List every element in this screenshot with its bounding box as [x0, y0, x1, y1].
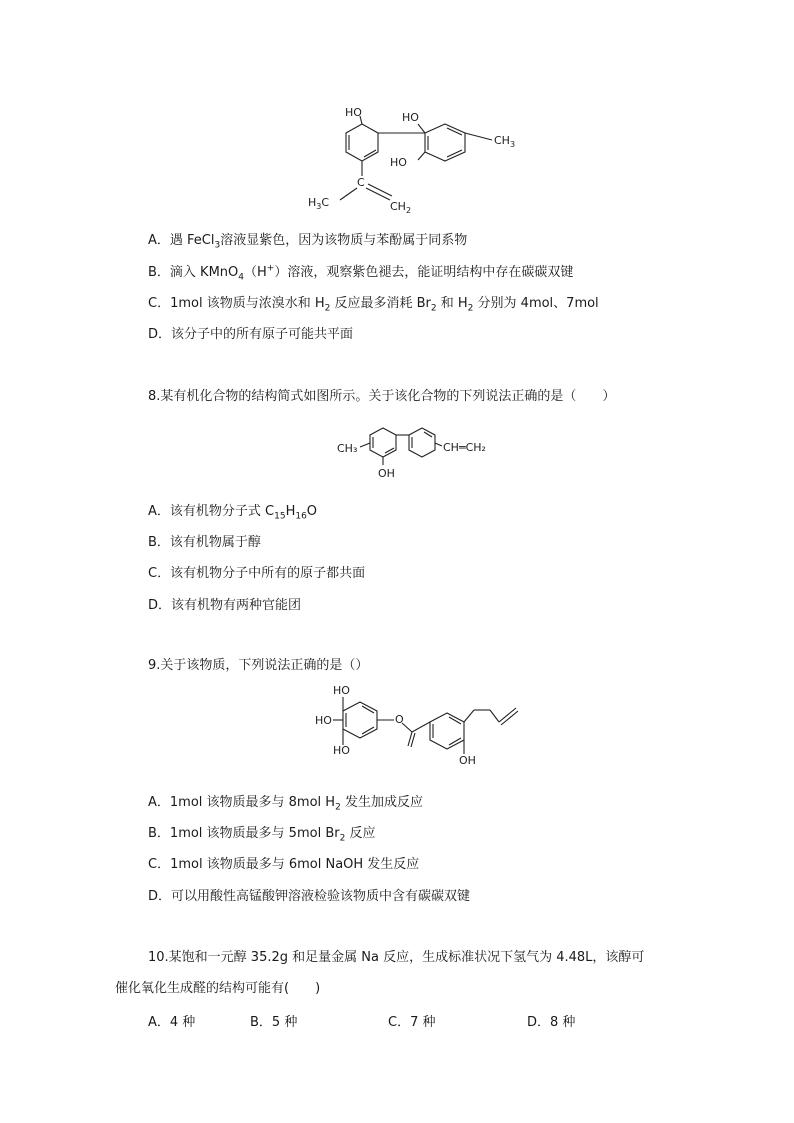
q10-option-d: D．8 种 — [527, 1015, 576, 1030]
q8-option-b: B．该有机物属于醇 — [148, 535, 261, 550]
q7-ch2-sub: 2 — [405, 206, 412, 215]
q8-ch-ch2: CH═CH₂ — [443, 441, 486, 454]
q10-option-b: B．5 种 — [250, 1015, 298, 1030]
q8-option-d: D．该有机物有两种官能团 — [148, 598, 302, 613]
q9-option-b: B．1mol 该物质最多与 5mol $Br_2$ 反应 — [148, 826, 376, 844]
q10-stem-line1: 10.某饱和一元醇 35.2g 和足量金属 Na 反应，生成标准状况下氢气为 4.48L，该醇可 — [148, 950, 645, 965]
q9-ho-1: HO — [333, 684, 350, 697]
q7-h3c-left: H — [308, 196, 317, 209]
q9-option-a: A．1mol 该物质最多与 8mol $H_2$ 发生加成反应 — [148, 795, 423, 813]
q8-oh: OH — [378, 467, 395, 480]
q7-ch3-right: CH — [494, 134, 510, 147]
q10-stem-line2: 催化氧化生成醛的结构可能有( ) — [115, 981, 321, 996]
q7-option-c: C．1mol 该物质与浓溴水和 $H_2$ 反应最多消耗 $Br_2$ 和 $H_2$ 分别为 4mol、7mol — [148, 296, 599, 314]
q9-oh: OH — [459, 754, 476, 767]
q7-h3c-left-sub: 3 — [316, 202, 322, 211]
q7-h3c-left-c: C — [321, 196, 330, 209]
q9-option-d: D．可以用酸性高锰酸钾溶液检验该物质中含有碳碳双键 — [148, 889, 471, 904]
q9-ho-2: HO — [315, 714, 332, 727]
q7-ho-top: HO — [345, 106, 362, 119]
q7-option-d: D．该分子中的所有原子可能共平面 — [148, 327, 354, 342]
q9-stem: 9.关于该物质，下列说法正确的是（） — [148, 658, 369, 673]
q7-ch3-right-sub: 3 — [509, 140, 516, 149]
q8-stem: 8.某有机化合物的结构简式如图所示。关于该化合物的下列说法正确的是（ ） — [148, 389, 616, 404]
q7-option-b: B．滴入 KMnO$_4$（H+）溶液，观察紫色褪去，能证明结构中存在碳碳双键 — [148, 263, 574, 283]
q8-option-c: C．该有机物分子中所有的原子都共面 — [148, 566, 366, 581]
q7-option-a: A．遇 FeCl$_3$溶液显紫色，因为该物质与苯酚属于同系物 — [148, 233, 468, 251]
q9-ho-3: HO — [333, 744, 350, 757]
q8-ch3: CH₃ — [337, 442, 358, 455]
q9-option-c: C．1mol 该物质最多与 6mol NaOH 发生反应 — [148, 857, 420, 872]
q7-ho-right-top: HO — [402, 111, 419, 124]
q8-option-a: A．该有机物分子式 $C_{15}H_{16}O$ — [148, 504, 318, 522]
q10-option-c: C．7 种 — [388, 1015, 436, 1030]
q7-ch2-label: CH — [390, 200, 406, 213]
q7-ho-right-bottom: HO — [390, 156, 407, 169]
q7-c-label: C — [357, 176, 365, 189]
q9-o: O — [395, 713, 404, 726]
q10-option-a: A．4 种 — [148, 1015, 196, 1030]
